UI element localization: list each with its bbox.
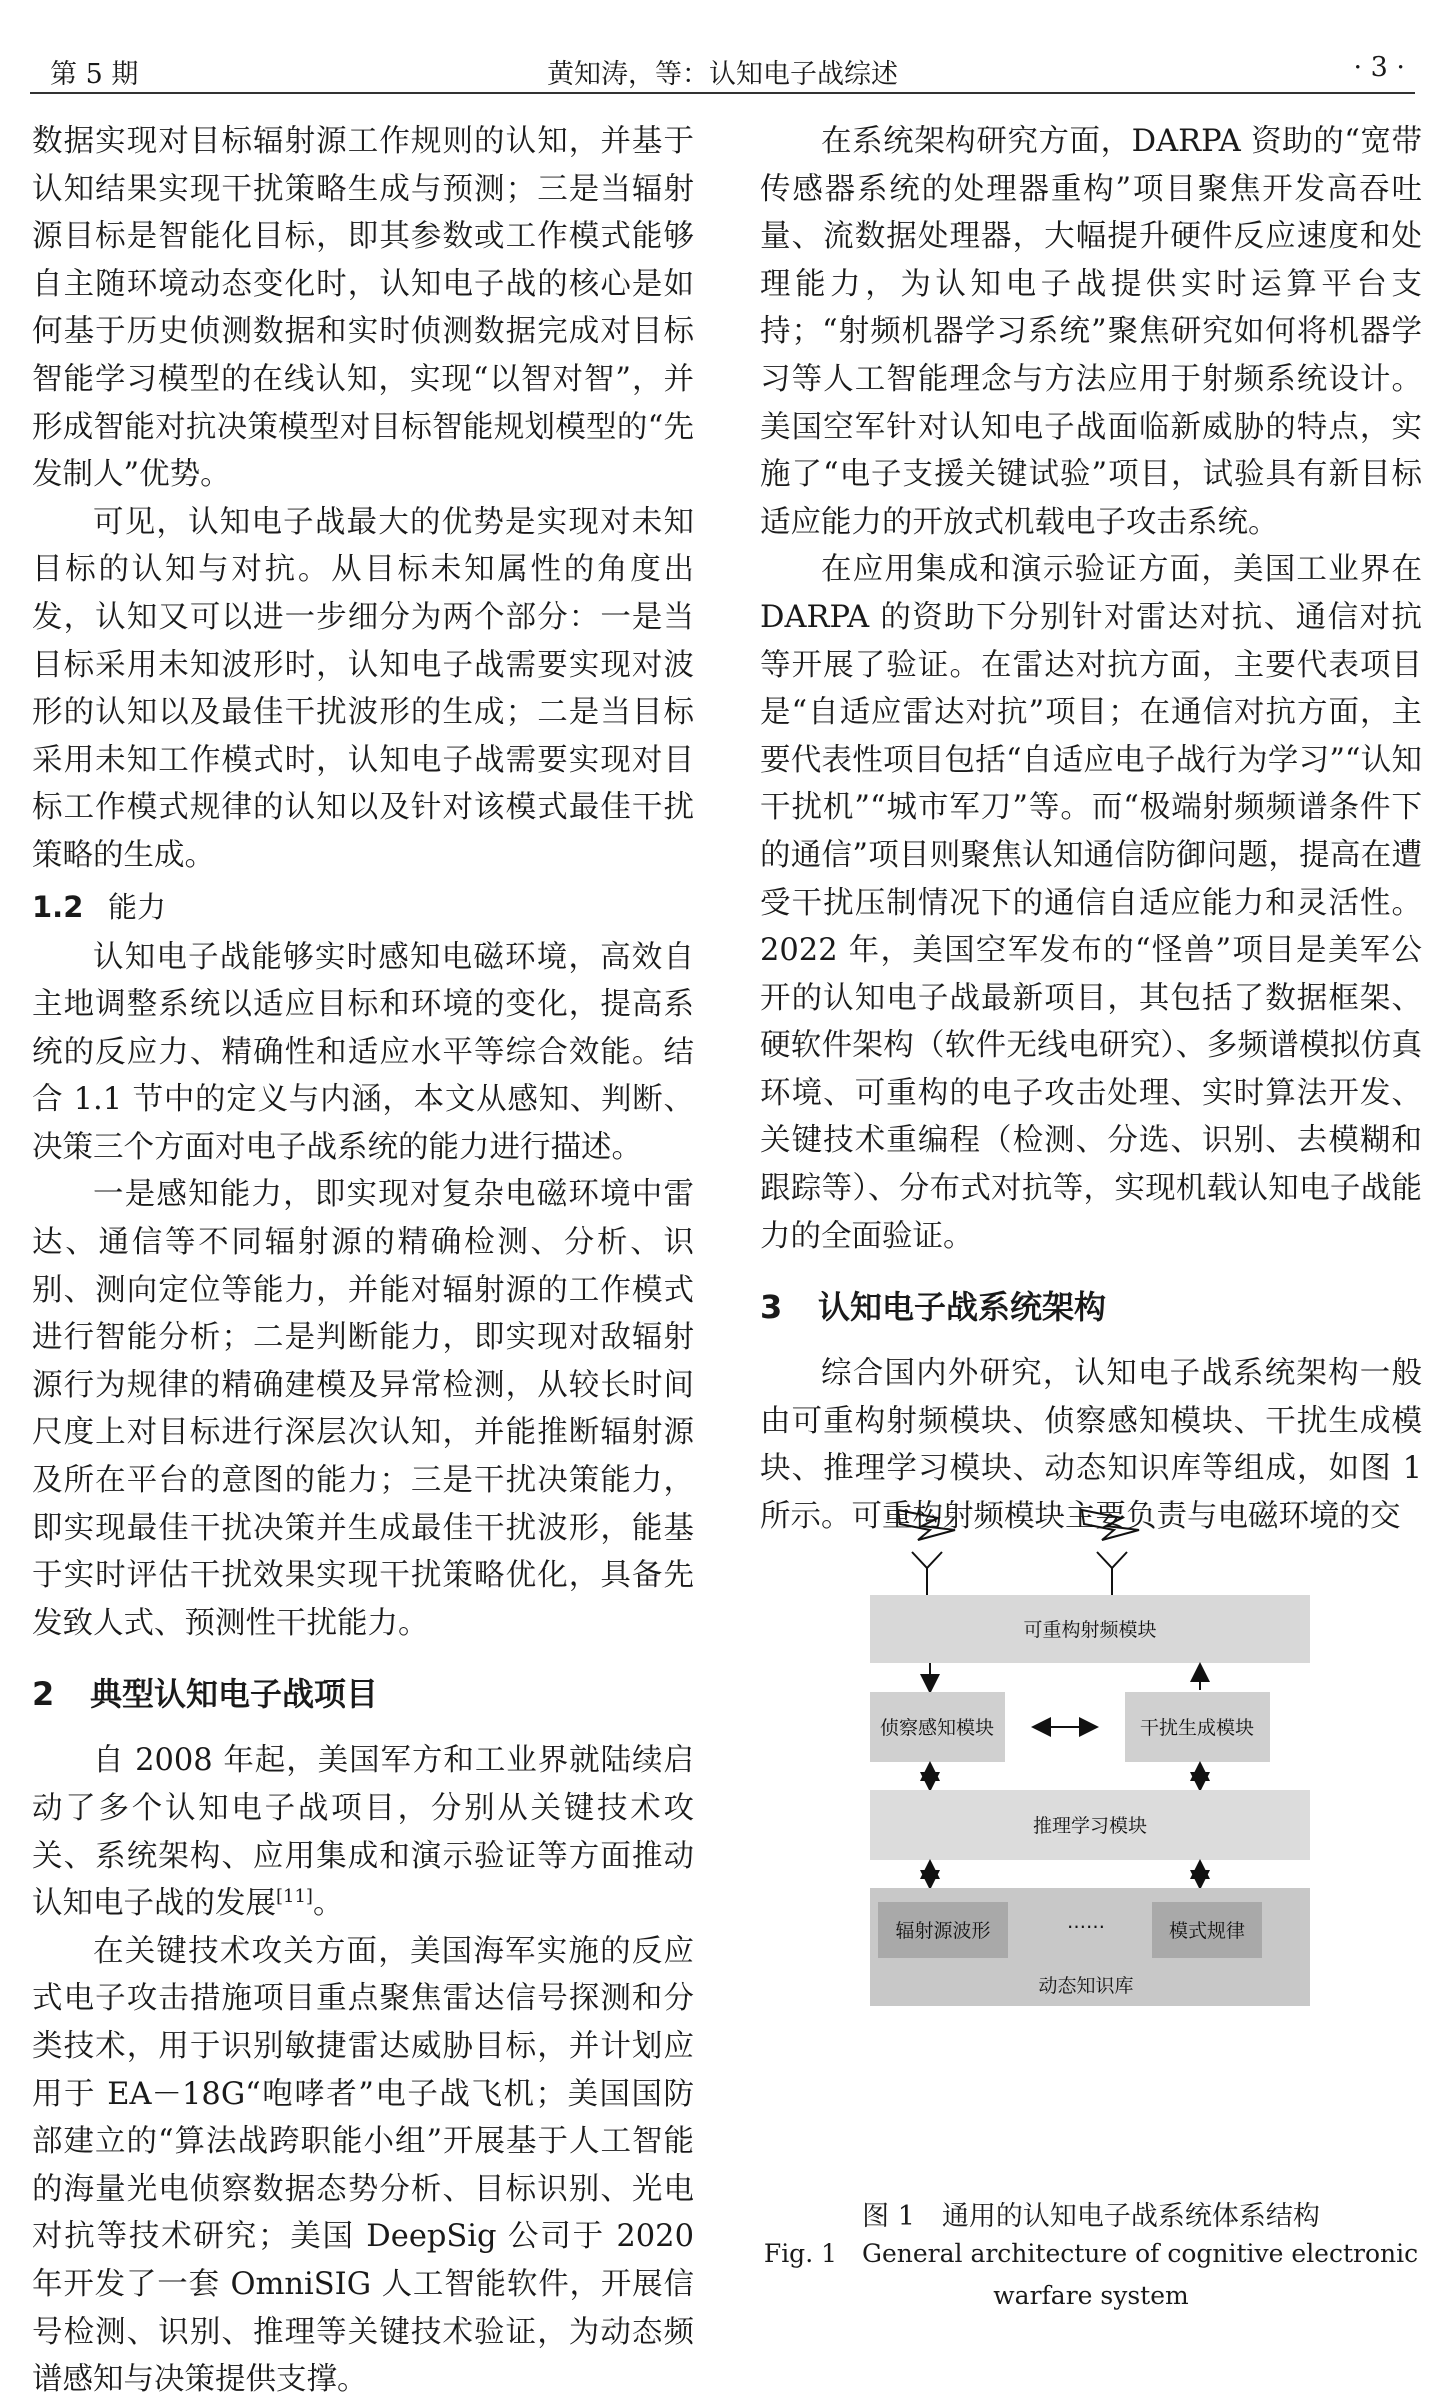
section-title: 典型认知电子战项目	[90, 1675, 379, 1714]
source-waveform-label: 辐射源波形	[895, 1920, 991, 1942]
figure-caption-en	[760, 2233, 1422, 2317]
knowledge-base-label: 动态知识库	[1038, 1975, 1134, 1997]
paragraph-end: 。	[312, 1886, 344, 1922]
subsection-heading	[32, 884, 694, 930]
subsection-title: 能力	[108, 889, 167, 924]
header-rule	[30, 92, 1415, 94]
page-number: · 3 ·	[1353, 52, 1405, 83]
paragraph: 综合国内外研究，认知电子战系统架构一般由可重构射频模块、侦察感知模块、干扰生成模块、推理学习模块、动态知识库等组成，如图 1 所示。可重构射频模块主要负责与电磁环境的交	[760, 1356, 1422, 1535]
architecture-figure	[860, 1500, 1320, 2190]
paragraph: 在应用集成和演示验证方面，美国工业界在 DARPA 的资助下分别针对雷达对抗、通信对抗等开展了验证。在雷达对抗方面，主要代表项目是“自适应雷达对抗”项目；在通信对抗方面，主要代表性项目包括“自适应电子战行为学习”“认知干扰机”“城市军刀”等。而“极端射频频谱条件下的通信”项目则聚焦认知通信防御问题，提高在遭受干扰压制情况下的通信自适应能力和灵活性。2022 年，美国空军发布的“怪兽”项目是美军公开的认知电子战最新项目，其包括了数据框架、硬软件架构（软件无线电研究）、多频谱模拟仿真环境、可重构的电子攻击处理、实时算法开发、关键技术重编程（检测、分选、识别、去模糊和跟踪等）、分布式对抗等，实现机载认知电子战能力的全面验证。	[760, 552, 1422, 1254]
architecture-diagram	[860, 1500, 1320, 2190]
paragraph: 可见，认知电子战最大的优势是实现对未知目标的认知与对抗。从目标未知属性的角度出发，认知又可以进一步细分为两个部分：一是当目标采用未知波形时，认知电子战需要实现对波形的认知以及最佳干扰波形的生成；二是当目标采用未知工作模式时，认知电子战需要实现对目标工作模式规律的认知以及针对该模式最佳干扰策略的生成。	[32, 504, 694, 873]
paragraph: 认知电子战能够实时感知电磁环境，高效自主地调整系统以适应目标和环境的变化，提高系统的反应力、精确性和适应水平等综合效能。结合 1.1 节中的定义与内涵，本文从感知、判断、决策三个方面对电子战系统的能力进行描述。	[32, 939, 694, 1165]
figure-caption-cn: 图 1 通用的认知电子战系统体系结构	[862, 2201, 1320, 2232]
paragraph: 数据实现对目标辐射源工作规则的认知，并基于认知结果实现干扰策略生成与预测；三是当辐射源目标是智能化目标，即其参数或工作模式能够自主随环境动态变化时，认知电子战的核心是如何基于历史侦测数据和实时侦测数据完成对目标智能学习模型的在线认知，实现“以智对智”，并形成智能对抗决策模型对目标智能规划模型的“先发制人”优势。	[32, 124, 694, 493]
figure-caption-en-line: warfare system	[993, 2281, 1189, 2310]
paragraph: 在系统架构研究方面，DARPA 资助的“宽带传感器系统的处理器重构”项目聚焦开发高吞吐量、流数据处理器，大幅提升硬件反应速度和处理能力，为认知电子战提供实时运算平台支持；“射频机器学习系统”聚焦研究如何将机器学习等人工智能理念与方法应用于射频系统设计。美国空军针对认知电子战面临新威胁的特点，实施了“电子支援关键试验”项目，试验具有新目标适应能力的开放式机载电子攻击系统。	[760, 124, 1422, 540]
lightning-icon	[1082, 1510, 1139, 1540]
rf-module-label: 可重构射频模块	[1023, 1619, 1157, 1641]
section-number: 3	[760, 1288, 783, 1327]
subsection-number: 1.2	[32, 889, 84, 924]
section-title: 认知电子战系统架构	[818, 1288, 1107, 1327]
left-column	[32, 118, 694, 2404]
antenna-icon	[1097, 1552, 1127, 1595]
section-number: 2	[32, 1675, 55, 1714]
paragraph: 一是感知能力，即实现对复杂电磁环境中雷达、通信等不同辐射源的精确检测、分析、识别、测向定位等能力，并能对辐射源的工作模式进行智能分析；二是判断能力，即实现对敌辐射源行为规律的精确建模及异常检测，从较长时间尺度上对目标进行深层次认知，并能推断辐射源及所在平台的意图的能力；三是干扰决策能力，即实现最佳干扰决策并生成最佳干扰波形，能基于实时评估干扰效果实现干扰策略优化，具备先发致人式、预测性干扰能力。	[32, 1177, 694, 1641]
figure-caption-en-line: Fig. 1 General architecture of cognitive electronic	[763, 2239, 1419, 2268]
mode-rule-label: 模式规律	[1168, 1920, 1246, 1942]
antenna-icon	[912, 1552, 942, 1595]
ellipsis-label: ……	[1067, 1911, 1105, 1933]
running-title: 黄知涛，等：认知电子战综述	[547, 59, 898, 90]
running-header	[30, 0, 1415, 90]
paragraph-text: 自 2008 年起，美国军方和工业界就陆续启动了多个认知电子战项目，分别从关键技术攻关、系统架构、应用集成和演示验证等方面推动认知电子战的发展	[32, 1743, 694, 1922]
recon-module-label: 侦察感知模块	[879, 1717, 995, 1739]
citation-ref[interactable]: [11]	[276, 1886, 313, 1908]
section-heading	[32, 1669, 694, 1719]
lightning-icon	[898, 1510, 955, 1540]
right-column	[760, 118, 1422, 1541]
paragraph	[32, 1737, 694, 1927]
paragraph: 在关键技术攻关方面，美国海军实施的反应式电子攻击措施项目重点聚焦雷达信号探测和分类技术，用于识别敏捷雷达威胁目标，并计划应用于 EA－18G“咆哮者”电子战飞机；美国国防部建立的“算法战跨职能小组”开展基于人工智能的海量光电侦察数据态势分析、目标识别、光电对抗等技术研究；美国 DeepSig 公司于 2020 年开发了一套 OmniSIG 人工智能软件，开展信号检测、识别、推理等关键技术验证，为动态频谱感知与决策提供支撑。	[32, 1933, 694, 2398]
section-heading	[760, 1282, 1422, 1332]
issue-number: 第 5 期	[50, 59, 139, 90]
reason-module-label: 推理学习模块	[1032, 1815, 1148, 1837]
jam-module-label: 干扰生成模块	[1139, 1717, 1255, 1739]
